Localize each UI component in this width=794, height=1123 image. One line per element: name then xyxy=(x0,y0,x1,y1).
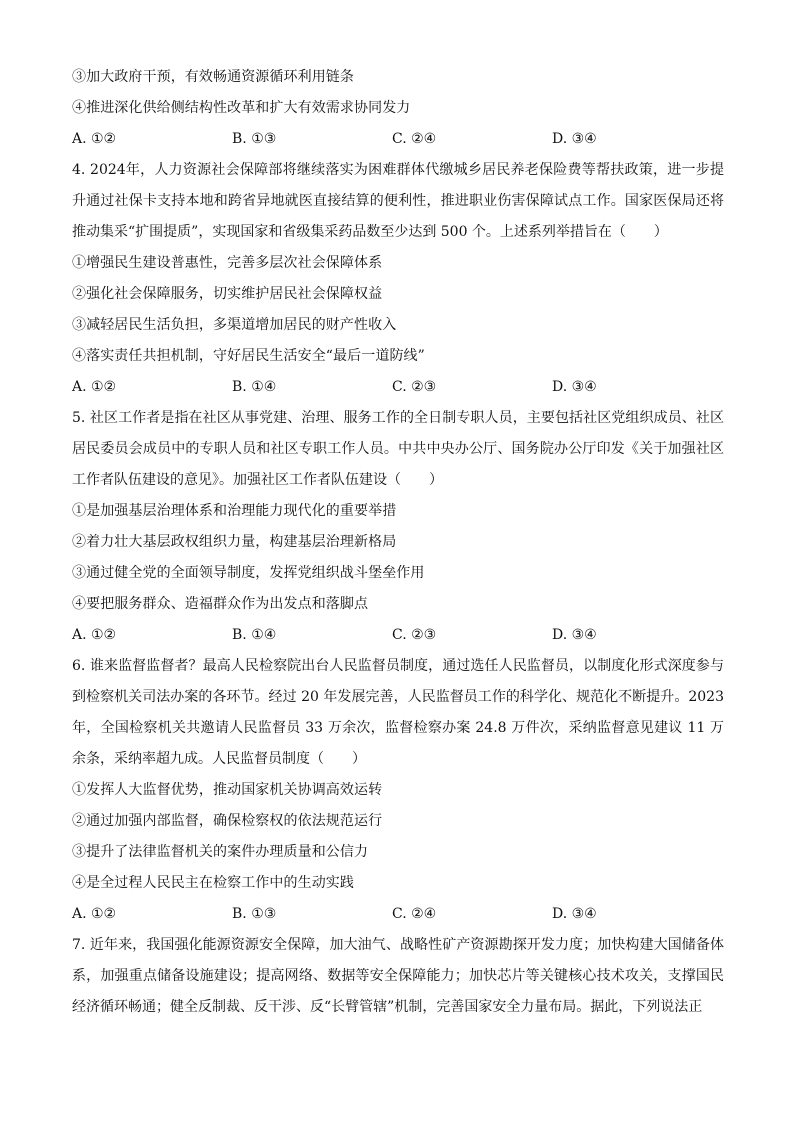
option-a: A. ①② xyxy=(72,379,117,395)
question-3 xyxy=(72,62,724,155)
option-a: A. ①② xyxy=(72,627,117,643)
exam-page xyxy=(72,62,724,1023)
option-c: C. ②④ xyxy=(392,131,437,147)
question-6-stem: 6. 谁来监督监督者？最高人民检察院出台人民监督员制度，通过选任人民监督员，以制度化形式深度参与到检察机关司法办案的各环节。经过 20 年发展完善，人民监督员工作的科学化、规范化不断提升。2023 年，全国检察机关共邀请人民监督员 33 万余次，监督检察办案 24.8 万件次，采纳监督意见建议 11 万余条，采纳率超九成。人民监督员制度（ ） xyxy=(72,658,724,767)
option-b: B. ①④ xyxy=(232,379,277,395)
question-4-stem: 4. 2024年，人力资源社会保障部将继续落实为困难群体代缴城乡居民养老保险费等帮扶政策，进一步提升通过社保卡支持本地和跨省异地就医直接结算的便利性，推进职业伤害保障试点工作。国家医保局还将推动集采“扩围提质”，实现国家和省级集采药品数至少达到 500 个。上述系列举措旨在（ ） xyxy=(72,162,724,240)
option-d: D. ③④ xyxy=(552,379,597,395)
option-d: D. ③④ xyxy=(552,131,597,147)
option-d: D. ③④ xyxy=(552,906,597,922)
question-4-item-2: ②强化社会保障服务，切实维护居民社会保障权益 xyxy=(72,286,383,302)
question-4-item-1: ①增强民生建设普惠性，完善多层次社会保障体系 xyxy=(72,255,383,271)
question-4-item-4: ④落实责任共担机制，守好居民生活安全“最后一道防线” xyxy=(72,348,425,364)
option-b: B. ①③ xyxy=(232,906,277,922)
question-7-stem: 7. 近年来，我国强化能源资源安全保障，加大油气、战略性矿产资源勘探开发力度；加快构建大国储备体系，加强重点储备设施建设；提高网络、数据等安全保障能力；加快芯片等关键核心技术攻关，支撑国民经济循环畅通；健全反制裁、反干涉、反“长臂管辖”机制，完善国家安全力量布局。据此，下列说法正 xyxy=(72,937,724,1015)
question-6-item-2: ②通过加强内部监督，确保检察权的依法规范运行 xyxy=(72,813,383,829)
question-5-item-3: ③通过健全党的全面领导制度，发挥党组织战斗堡垒作用 xyxy=(72,565,425,581)
option-b: B. ①④ xyxy=(232,627,277,643)
option-d: D. ③④ xyxy=(552,627,597,643)
question-3-item-3: ③加大政府干预，有效畅通资源循环利用链条 xyxy=(72,69,354,85)
question-6-item-3: ③提升了法律监督机关的案件办理质量和公信力 xyxy=(72,844,369,860)
question-6 xyxy=(72,651,724,930)
question-4 xyxy=(72,155,724,403)
question-4-item-3: ③减轻居民生活负担，多渠道增加居民的财产性收入 xyxy=(72,317,397,333)
question-3-item-4: ④推进深化供给侧结构性改革和扩大有效需求协同发力 xyxy=(72,100,411,116)
question-6-item-1: ①发挥人大监督优势，推动国家机关协调高效运转 xyxy=(72,782,383,798)
question-5-item-1: ①是加强基层治理体系和治理能力现代化的重要举措 xyxy=(72,503,397,519)
question-3-options xyxy=(72,124,724,155)
question-7 xyxy=(72,930,724,1023)
option-b: B. ①③ xyxy=(232,131,277,147)
question-5-item-4: ④要把服务群众、造福群众作为出发点和落脚点 xyxy=(72,596,369,612)
question-6-options xyxy=(72,899,724,930)
option-c: C. ②③ xyxy=(392,627,437,643)
question-5 xyxy=(72,403,724,651)
option-a: A. ①② xyxy=(72,906,117,922)
question-5-stem: 5. 社区工作者是指在社区从事党建、治理、服务工作的全日制专职人员，主要包括社区党组织成员、社区居民委员会成员中的专职人员和社区专职工作人员。中共中央办公厅、国务院办公厅印发《关于加强社区工作者队伍建设的意见》。加强社区工作者队伍建设（ ） xyxy=(72,410,724,488)
question-6-item-4: ④是全过程人民民主在检察工作中的生动实践 xyxy=(72,875,354,891)
question-5-options xyxy=(72,620,724,651)
option-c: C. ②③ xyxy=(392,379,437,395)
option-c: C. ②④ xyxy=(392,906,437,922)
question-4-options xyxy=(72,372,724,403)
option-a: A. ①② xyxy=(72,131,117,147)
question-5-item-2: ②着力壮大基层政权组织力量，构建基层治理新格局 xyxy=(72,534,397,550)
